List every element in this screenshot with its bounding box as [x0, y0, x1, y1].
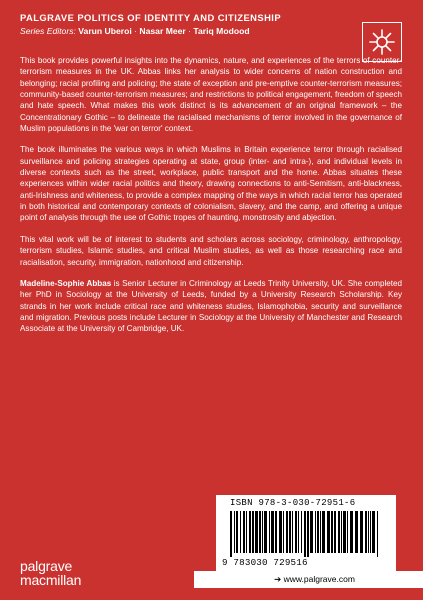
barcode-bar [372, 511, 375, 553]
series-editors-label: Series Editors: [20, 26, 76, 36]
publisher-url[interactable]: www.palgrave.com [283, 574, 355, 584]
barcode-bar [255, 511, 258, 553]
barcode-bar [334, 511, 336, 553]
author-bio-text: is Senior Lecturer in Criminology at Leeds Trinity University, UK. She completed her PhD in Sociology at the University of Leeds, funded by a University Research Scholarship. Key strands in her work include critical race and whiteness studies, Islamophobia, security and surveillance and migration. Previous posts include Lecturer in Sociology at the University of Manchester and Research Associate at the University of Cambridge, UK. [20, 278, 402, 334]
barcode-bar [289, 511, 291, 553]
barcode-bar [243, 511, 245, 553]
barcode-bar [368, 511, 369, 553]
barcode-bar [262, 511, 263, 553]
editor-name: Nasar Meer [139, 26, 186, 36]
barcode-bar [286, 511, 288, 553]
barcode-bar [271, 511, 274, 553]
publisher-name-line2: macmillan [20, 572, 82, 588]
barcode [228, 511, 384, 557]
barcode-bar [365, 511, 367, 553]
barcode-bar [292, 511, 293, 553]
isbn-label: ISBN 978-3-030-72951-6 [230, 498, 356, 508]
right-arrow-icon: ➔ [274, 574, 284, 584]
publisher-url-bar[interactable] [194, 571, 423, 588]
barcode-bar [338, 511, 340, 553]
publisher-logo [20, 559, 81, 587]
series-title: PALGRAVE POLITICS OF IDENTITY AND CITIZENSHIP [20, 12, 282, 23]
author-name: Madeline-Sophie Abbas [20, 278, 112, 288]
barcode-bar [301, 511, 302, 553]
barcode-bar [360, 511, 363, 553]
editor-name: Tariq Modood [193, 26, 250, 36]
barcode-bar [350, 511, 353, 553]
barcode-bar [252, 511, 254, 553]
barcode-bar [259, 511, 261, 553]
barcode-bar [283, 511, 284, 553]
barcode-bar [322, 511, 325, 553]
barcode-bar [370, 511, 371, 553]
series-editors [20, 26, 250, 36]
barcode-bar [307, 511, 309, 557]
barcode-bar [279, 511, 282, 553]
editor-name: Varun Uberoi [78, 26, 132, 36]
barcode-bar [320, 511, 321, 553]
barcode-bar [230, 511, 232, 557]
barcode-bar [249, 511, 251, 553]
isbn-barcode-block [216, 495, 396, 571]
barcode-bar [331, 511, 333, 553]
barcode-bar [317, 511, 319, 553]
barcode-bar [343, 511, 346, 553]
barcode-bar [264, 511, 267, 553]
barcode-digits: 9 783030 729516 [222, 557, 308, 568]
barcode-bar [304, 511, 306, 557]
editor-separator: · [188, 26, 192, 36]
blurb-paragraph: This book provides powerful insights into the dynamics, nature, and experiences of the terrors of counter-terrorism measures in the UK. Abbas links her analysis to wider concerns of nation construction and belonging; racial profiling and policing; the state of exception and pre-emptive counter-terrorism measures; community-based counter-terrorism measures; and restrictions to political engagement, freedom of speech and hate speech. What makes this work distinct is its advancement of an original framework – the Concentrationary Gothic – to delineate the racialised mechanisms of terror involved in the governance of Muslim populations in the 'war on terror' context. [20, 56, 402, 134]
editor-separator: · [134, 26, 138, 36]
barcode-bar [377, 511, 378, 557]
publisher-name-line1: palgrave [20, 558, 73, 574]
barcode-bar [310, 511, 313, 553]
author-bio [20, 278, 402, 335]
barcode-bar [246, 511, 247, 553]
barcode-bar [355, 511, 358, 553]
barcode-bar [295, 511, 297, 553]
blurb [20, 55, 402, 345]
blurb-paragraph: The book illuminates the various ways in which Muslims in Britain experience terror through racialised surveillance and policing strategies operating at state, group (inter- and intra-), and individual levels in diverse contexts such as the street, workplace, public transport and the home. Abbas situates these experiences within wider racial politics and theory, drawing connections to anti-Semitism, anti-blackness, anti-Irishness and whiteness, to provide a complex mapping of the ways in which racial terror has operated in both historical and contemporary contexts of colonialism, slavery, and the camp, and offering a unique point of analysis through the use of Gothic tropes of haunting, monstrosity and abjection. [20, 145, 402, 223]
barcode-bar [269, 511, 270, 553]
barcode-bar [341, 511, 342, 553]
barcode-bar [234, 511, 235, 553]
barcode-bar [315, 511, 316, 553]
barcode-bar [275, 511, 277, 553]
barcode-bar [236, 511, 238, 553]
barcode-bar [240, 511, 241, 553]
barcode-bar [298, 511, 299, 553]
barcode-bar [327, 511, 330, 553]
barcode-bar [347, 511, 348, 553]
blurb-paragraph: This vital work will be of interest to students and scholars across sociology, criminology, anthropology, terrorism studies, Islamic studies, and critical Muslim studies, as well as those researching race and racialisation, security, immigration, nationhood and citizenship. [20, 234, 402, 267]
